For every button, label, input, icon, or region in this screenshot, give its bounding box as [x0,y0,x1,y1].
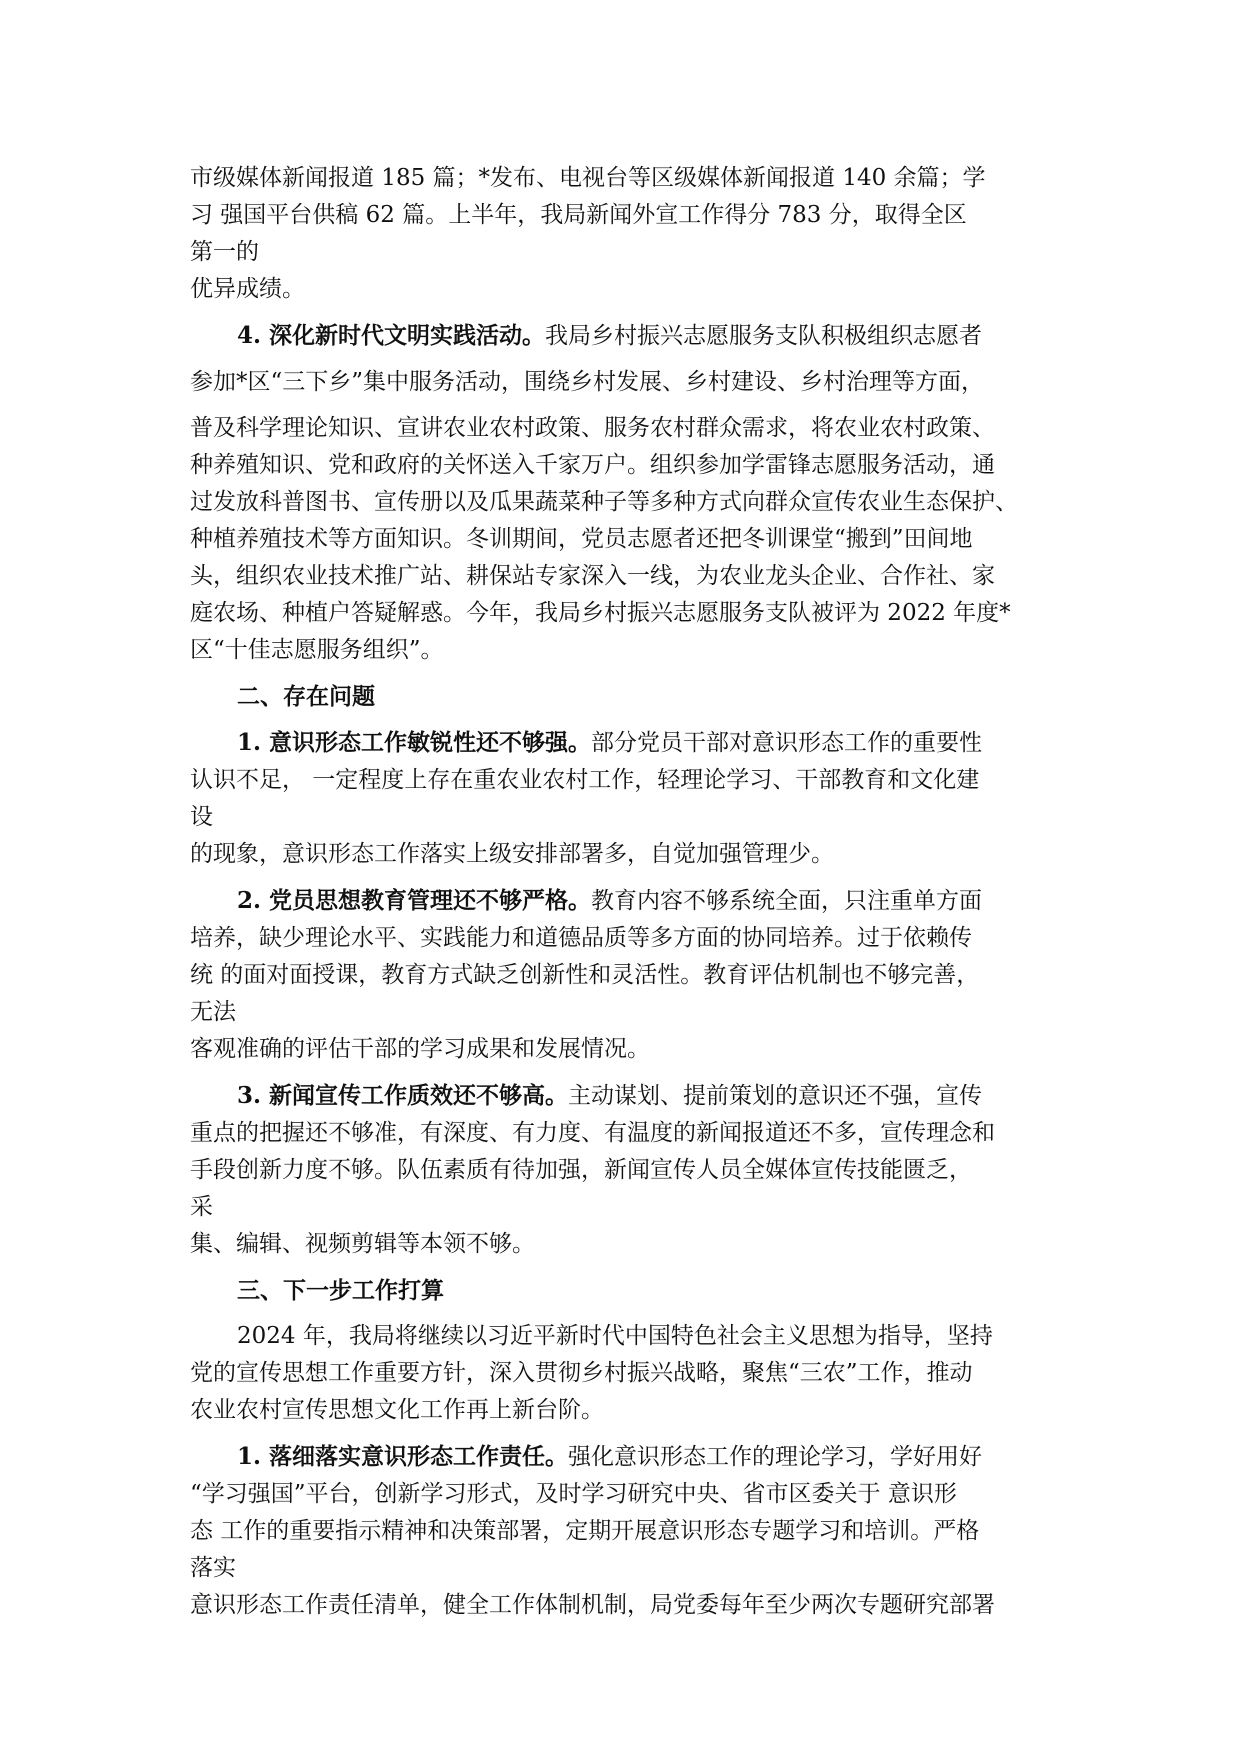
text-line: 培养，缺少理论水平、实践能力和道德品质等多方面的协同培养。过于依赖传 [190,925,972,951]
text-line: 落实 [190,1555,236,1581]
paragraph-first-line [190,1438,1050,1476]
text-line: 种养殖知识、党和政府的关怀送入千家万户。组织参加学雷锋志愿服务活动，通 [190,452,995,478]
text-line: 手段创新力度不够。队伍素质有待加强，新闻宣传人员全媒体宣传技能匮乏， [190,1157,972,1183]
text-line: 统 的面对面授课，教育方式缺乏创新性和灵活性。教育评估机制也不够完善， [190,962,980,988]
item-text: 主动谋划、提前策划的意识还不强，宣传 [568,1083,983,1109]
item-title: 3. 新闻宣传工作质效还不够高。 [237,1082,569,1109]
text-line: 过发放科普图书、宣传册以及瓜果蔬菜种子等多种方式向群众宣传农业生态保护、 [190,489,1018,515]
paragraph-first-line [190,882,1050,920]
text-line: 集、编辑、视频剪辑等本领不够。 [190,1231,535,1257]
item-title: 4. 深化新时代文明实践活动。 [237,322,546,349]
item-text: 教育内容不够系统全面，只注重单方面 [591,888,983,914]
text-line: 无法 [190,999,236,1025]
item-title: 1. 落细落实意识形态工作责任。 [237,1443,569,1470]
text-line: 采 [190,1194,213,1220]
text-line: 第一的 [190,239,259,265]
paragraph-first-line [190,1077,1050,1115]
text-line: 优异成绩。 [190,276,305,302]
section-heading: 三、下一步工作打算 [237,1277,444,1304]
document-page [190,160,1050,1624]
text-line: 2024 年，我局将继续以习近平新时代中国特色社会主义思想为指导，坚持 [237,1323,993,1349]
text-line: 党的宣传思想工作重要方针，深入贯彻乡村振兴战略，聚焦“三农”工作，推动 [190,1360,973,1386]
text-line: 态 工作的重要指示精神和决策部署，定期开展意识形态专题学习和培训。严格 [190,1518,980,1544]
section-heading: 二、存在问题 [237,683,375,710]
text-line: 客观准确的评估干部的学习成果和发展情况。 [190,1036,650,1062]
text-line: 的现象，意识形态工作落实上级安排部署多，自觉加强管理少。 [190,841,834,867]
text-line: 农业农村宣传思想文化工作再上新台阶。 [190,1397,604,1423]
paragraph-first-line [190,317,1050,355]
text-line: 习 强国平台供稿 62 篇。上半年，我局新闻外宣工作得分 783 分，取得全区 [190,202,967,228]
text-line: 市级媒体新闻报道 185 篇；*发布、电视台等区级媒体新闻报道 140 余篇；学 [190,165,986,191]
text-line: 区“十佳志愿服务组织”。 [190,637,444,663]
item-title: 1. 意识形态工作敏锐性还不够强。 [237,729,592,756]
item-text: 强化意识形态工作的理论学习，学好用好 [568,1444,983,1470]
text-line: “学习强国”平台，创新学习形式，及时学习研究中央、省市区委关于 意识形 [190,1481,957,1507]
item-title: 2. 党员思想教育管理还不够严格。 [237,887,592,914]
text-line: 种植养殖技术等方面知识。冬训期间，党员志愿者还把冬训课堂“搬到”田间地 [190,526,973,552]
text-line: 意识形态工作责任清单，健全工作体制机制，局党委每年至少两次专题研究部署 [190,1592,995,1618]
text-line: 认识不足， 一定程度上存在重农业农村工作，轻理论学习、干部教育和文化建 [190,767,980,793]
text-line: 普及科学理论知识、宣讲农业农村政策、服务农村群众需求，将农业农村政策、 [190,415,995,441]
paragraph-first-line [190,724,1050,762]
text-line: 参加*区“三下乡”集中服务活动，围绕乡村发展、乡村建设、乡村治理等方面， [190,369,985,395]
item-text: 我局乡村振兴志愿服务支队积极组织志愿者 [545,323,983,349]
text-line: 设 [190,804,213,830]
text-line: 重点的把握还不够准，有深度、有力度、有温度的新闻报道还不多，宣传理念和 [190,1120,995,1146]
item-text: 部分党员干部对意识形态工作的重要性 [591,730,983,756]
text-line: 庭农场、种植户答疑解惑。今年，我局乡村振兴志愿服务支队被评为 2022 年度* [190,600,1011,626]
text-line: 头，组织农业技术推广站、耕保站专家深入一线，为农业龙头企业、合作社、家 [190,563,995,589]
